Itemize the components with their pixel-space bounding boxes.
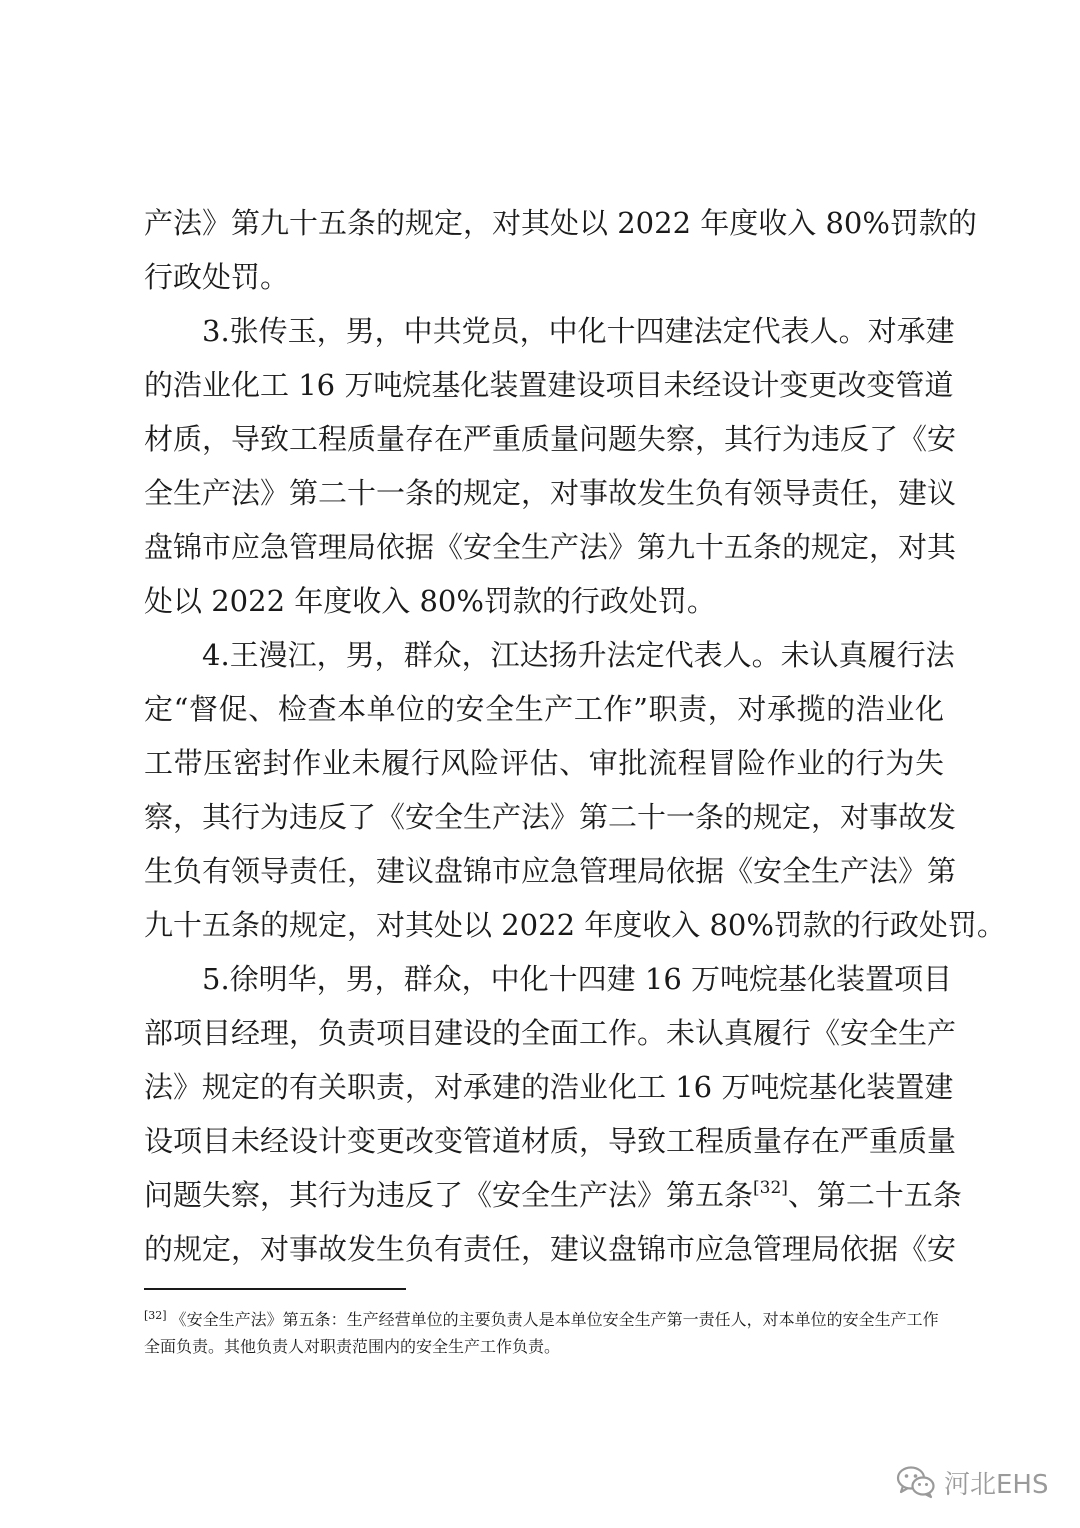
paragraph-4-start: 4.王漫江，男，群众，江达扬升法定代表人。未认真履行法 [202, 638, 955, 672]
footnote-reference[interactable]: [32] [753, 1178, 788, 1198]
text-line: 处以 2022 年度收入 80%罚款的行政处罚。 [144, 584, 716, 618]
text-line: 工带压密封作业未履行风险评估、审批流程冒险作业的行为失 [144, 746, 944, 780]
footnote-line: 全面负责。其他负责人对职责范围内的安全生产工作负责。 [144, 1337, 561, 1356]
text-line-with-footnote-ref [144, 1168, 962, 1222]
text-line: 材质，导致工程质量存在严重质量问题失察，其行为违反了《安 [144, 422, 957, 456]
footnote-text: 《安全生产法》第五条：生产经营单位的主要负责人是本单位安全生产第一责任人，对本单位的安全生产工作 [170, 1310, 939, 1329]
text-line: 行政处罚。 [144, 260, 290, 294]
text-segment: 问题失察，其行为违反了《安全生产法》第五条 [144, 1178, 754, 1212]
footnote-number: [32] [144, 1309, 167, 1322]
text-line: 定“督促、检查本单位的安全生产工作”职责，对承揽的浩业化 [144, 692, 944, 726]
footnote-divider [144, 1288, 406, 1290]
text-line: 九十五条的规定，对其处以 2022 年度收入 80%罚款的行政处罚。 [144, 908, 1006, 942]
footnote [144, 1302, 944, 1360]
body-text [144, 196, 1006, 1276]
text-line: 部项目经理，负责项目建设的全面工作。未认真履行《安全生产 [144, 1016, 957, 1050]
text-line: 的浩业化工 16 万吨烷基化装置建设项目未经设计变更改变管道 [144, 368, 954, 402]
watermark-text: 河北EHS [944, 1469, 1049, 1500]
text-line: 设项目未经设计变更改变管道材质，导致工程质量存在严重质量 [144, 1124, 957, 1158]
text-segment: 、第二十五条 [787, 1178, 962, 1212]
wechat-icon [896, 1465, 936, 1499]
text-line: 产法》第九十五条的规定，对其处以 2022 年度收入 80%罚款的 [144, 206, 977, 240]
text-line: 的规定，对事故发生负有责任，建议盘锦市应急管理局依据《安 [144, 1232, 957, 1266]
watermark [896, 1462, 1048, 1502]
paragraph-3-start: 3.张传玉，男，中共党员，中化十四建法定代表人。对承建 [202, 314, 955, 348]
text-line: 察，其行为违反了《安全生产法》第二十一条的规定，对事故发 [144, 800, 957, 834]
text-line: 法》规定的有关职责，对承建的浩业化工 16 万吨烷基化装置建 [144, 1070, 954, 1104]
paragraph-5-start: 5.徐明华，男，群众，中化十四建 16 万吨烷基化装置项目 [202, 962, 953, 996]
text-line: 全生产法》第二十一条的规定，对事故发生负有领导责任，建议 [144, 476, 957, 510]
text-line: 盘锦市应急管理局依据《安全生产法》第九十五条的规定，对其 [144, 530, 957, 564]
footnote-line [144, 1302, 944, 1333]
text-line: 生负有领导责任，建议盘锦市应急管理局依据《安全生产法》第 [144, 854, 957, 888]
